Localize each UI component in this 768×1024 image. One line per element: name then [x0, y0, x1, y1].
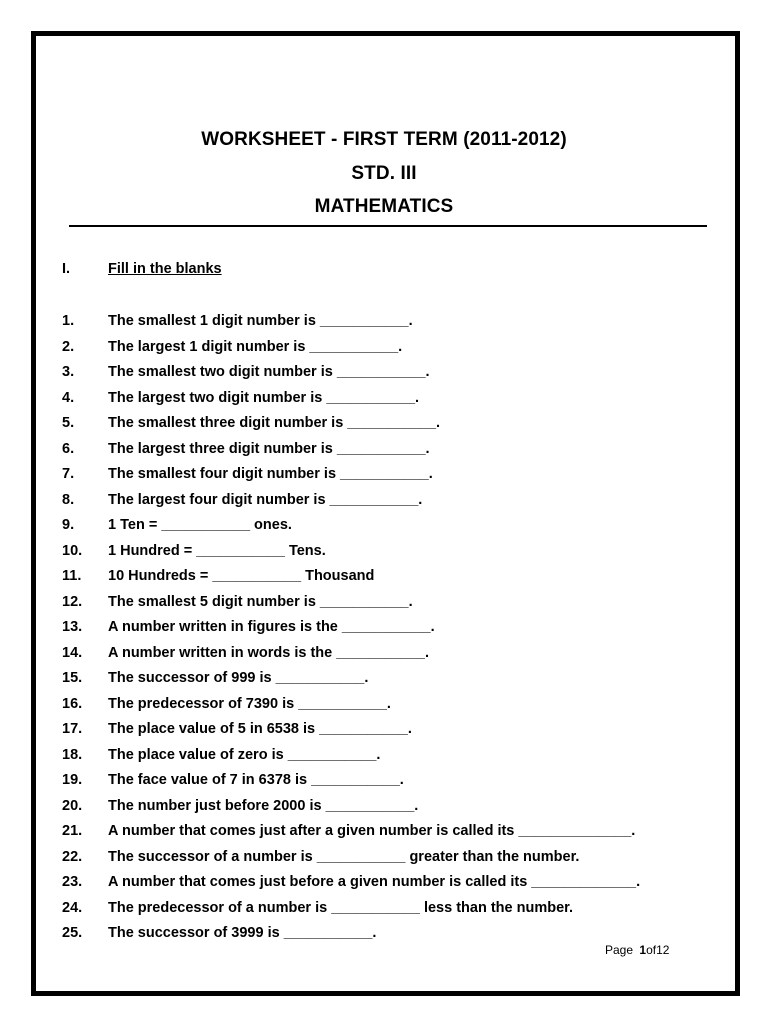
question-text: The predecessor of a number is ___________ less than the number. — [108, 899, 574, 916]
question-number: 7. — [62, 466, 75, 482]
question-number: 8. — [62, 491, 75, 508]
question-number: 9. — [62, 517, 75, 533]
page-label: Page — [605, 943, 634, 957]
question-number: 12. — [62, 593, 83, 610]
question-number: 6. — [62, 440, 75, 457]
question-text: The smallest four digit number is ___________. — [108, 466, 433, 482]
question-number: 23. — [62, 874, 83, 890]
question-text: The successor of 999 is ___________. — [108, 670, 369, 686]
question-text: The largest 1 digit number is ___________. — [108, 338, 403, 355]
question-number: 14. — [62, 644, 83, 661]
standard-title: STD. III — [351, 163, 417, 184]
page-number-footer — [605, 943, 669, 957]
question-number: 25. — [62, 925, 83, 941]
question-text: The predecessor of 7390 is ___________. — [108, 695, 391, 712]
question-number: 17. — [62, 721, 83, 737]
question-text: The largest three digit number is ___________. — [108, 440, 430, 457]
question-text: The place value of 5 in 6538 is ___________. — [108, 721, 412, 737]
worksheet-title: WORKSHEET - FIRST TERM (2011-2012) — [201, 129, 567, 150]
question-text: The place value of zero is ___________. — [108, 746, 381, 763]
page-total: 12 — [656, 943, 670, 957]
question-text: The successor of a number is ___________ greater than the number. — [108, 848, 580, 865]
page-current: 1 — [639, 943, 647, 957]
question-number: 21. — [62, 823, 83, 839]
question-text: The face value of 7 in 6378 is ___________. — [108, 772, 404, 788]
question-number: 11. — [62, 568, 82, 584]
question-text: A number written in figures is the ___________. — [108, 619, 435, 635]
question-number: 16. — [62, 695, 83, 712]
question-text: The largest two digit number is ___________. — [108, 389, 420, 406]
question-number: 20. — [62, 797, 83, 814]
section-number: I. — [62, 261, 71, 277]
section-title: Fill in the blanks — [108, 261, 222, 277]
question-text: The smallest three digit number is ___________. — [108, 415, 441, 431]
page-of: of — [646, 943, 657, 957]
question-text: The successor of 3999 is ___________. — [108, 925, 377, 941]
question-number: 5. — [62, 415, 75, 431]
question-text: 1 Hundred = ___________ Tens. — [108, 542, 326, 559]
header-divider — [69, 225, 707, 227]
question-number: 19. — [62, 772, 83, 788]
subject-title: MATHEMATICS — [314, 196, 454, 217]
question-number: 15. — [62, 670, 83, 686]
question-text: 10 Hundreds = ___________ Thousand — [108, 568, 375, 584]
question-number: 13. — [62, 619, 83, 635]
question-text: The largest four digit number is ___________. — [108, 491, 423, 508]
question-number: 1. — [62, 313, 75, 329]
question-text: The smallest 5 digit number is ___________. — [108, 593, 413, 610]
question-number: 3. — [62, 364, 75, 380]
question-text: The number just before 2000 is ___________. — [108, 797, 419, 814]
question-text: A number that comes just before a given number is called its _____________. — [108, 874, 641, 890]
question-number: 10. — [62, 542, 83, 559]
question-text: A number written in words is the ___________. — [108, 644, 429, 661]
question-number: 18. — [62, 746, 83, 763]
question-text: 1 Ten = ___________ ones. — [108, 517, 292, 533]
question-number: 2. — [62, 338, 75, 355]
question-number: 22. — [62, 848, 83, 865]
question-number: 24. — [62, 899, 83, 916]
question-text: The smallest two digit number is ___________. — [108, 364, 430, 380]
question-text: The smallest 1 digit number is ___________. — [108, 313, 413, 329]
question-text: A number that comes just after a given number is called its ______________. — [108, 823, 636, 839]
question-number: 4. — [62, 389, 75, 406]
